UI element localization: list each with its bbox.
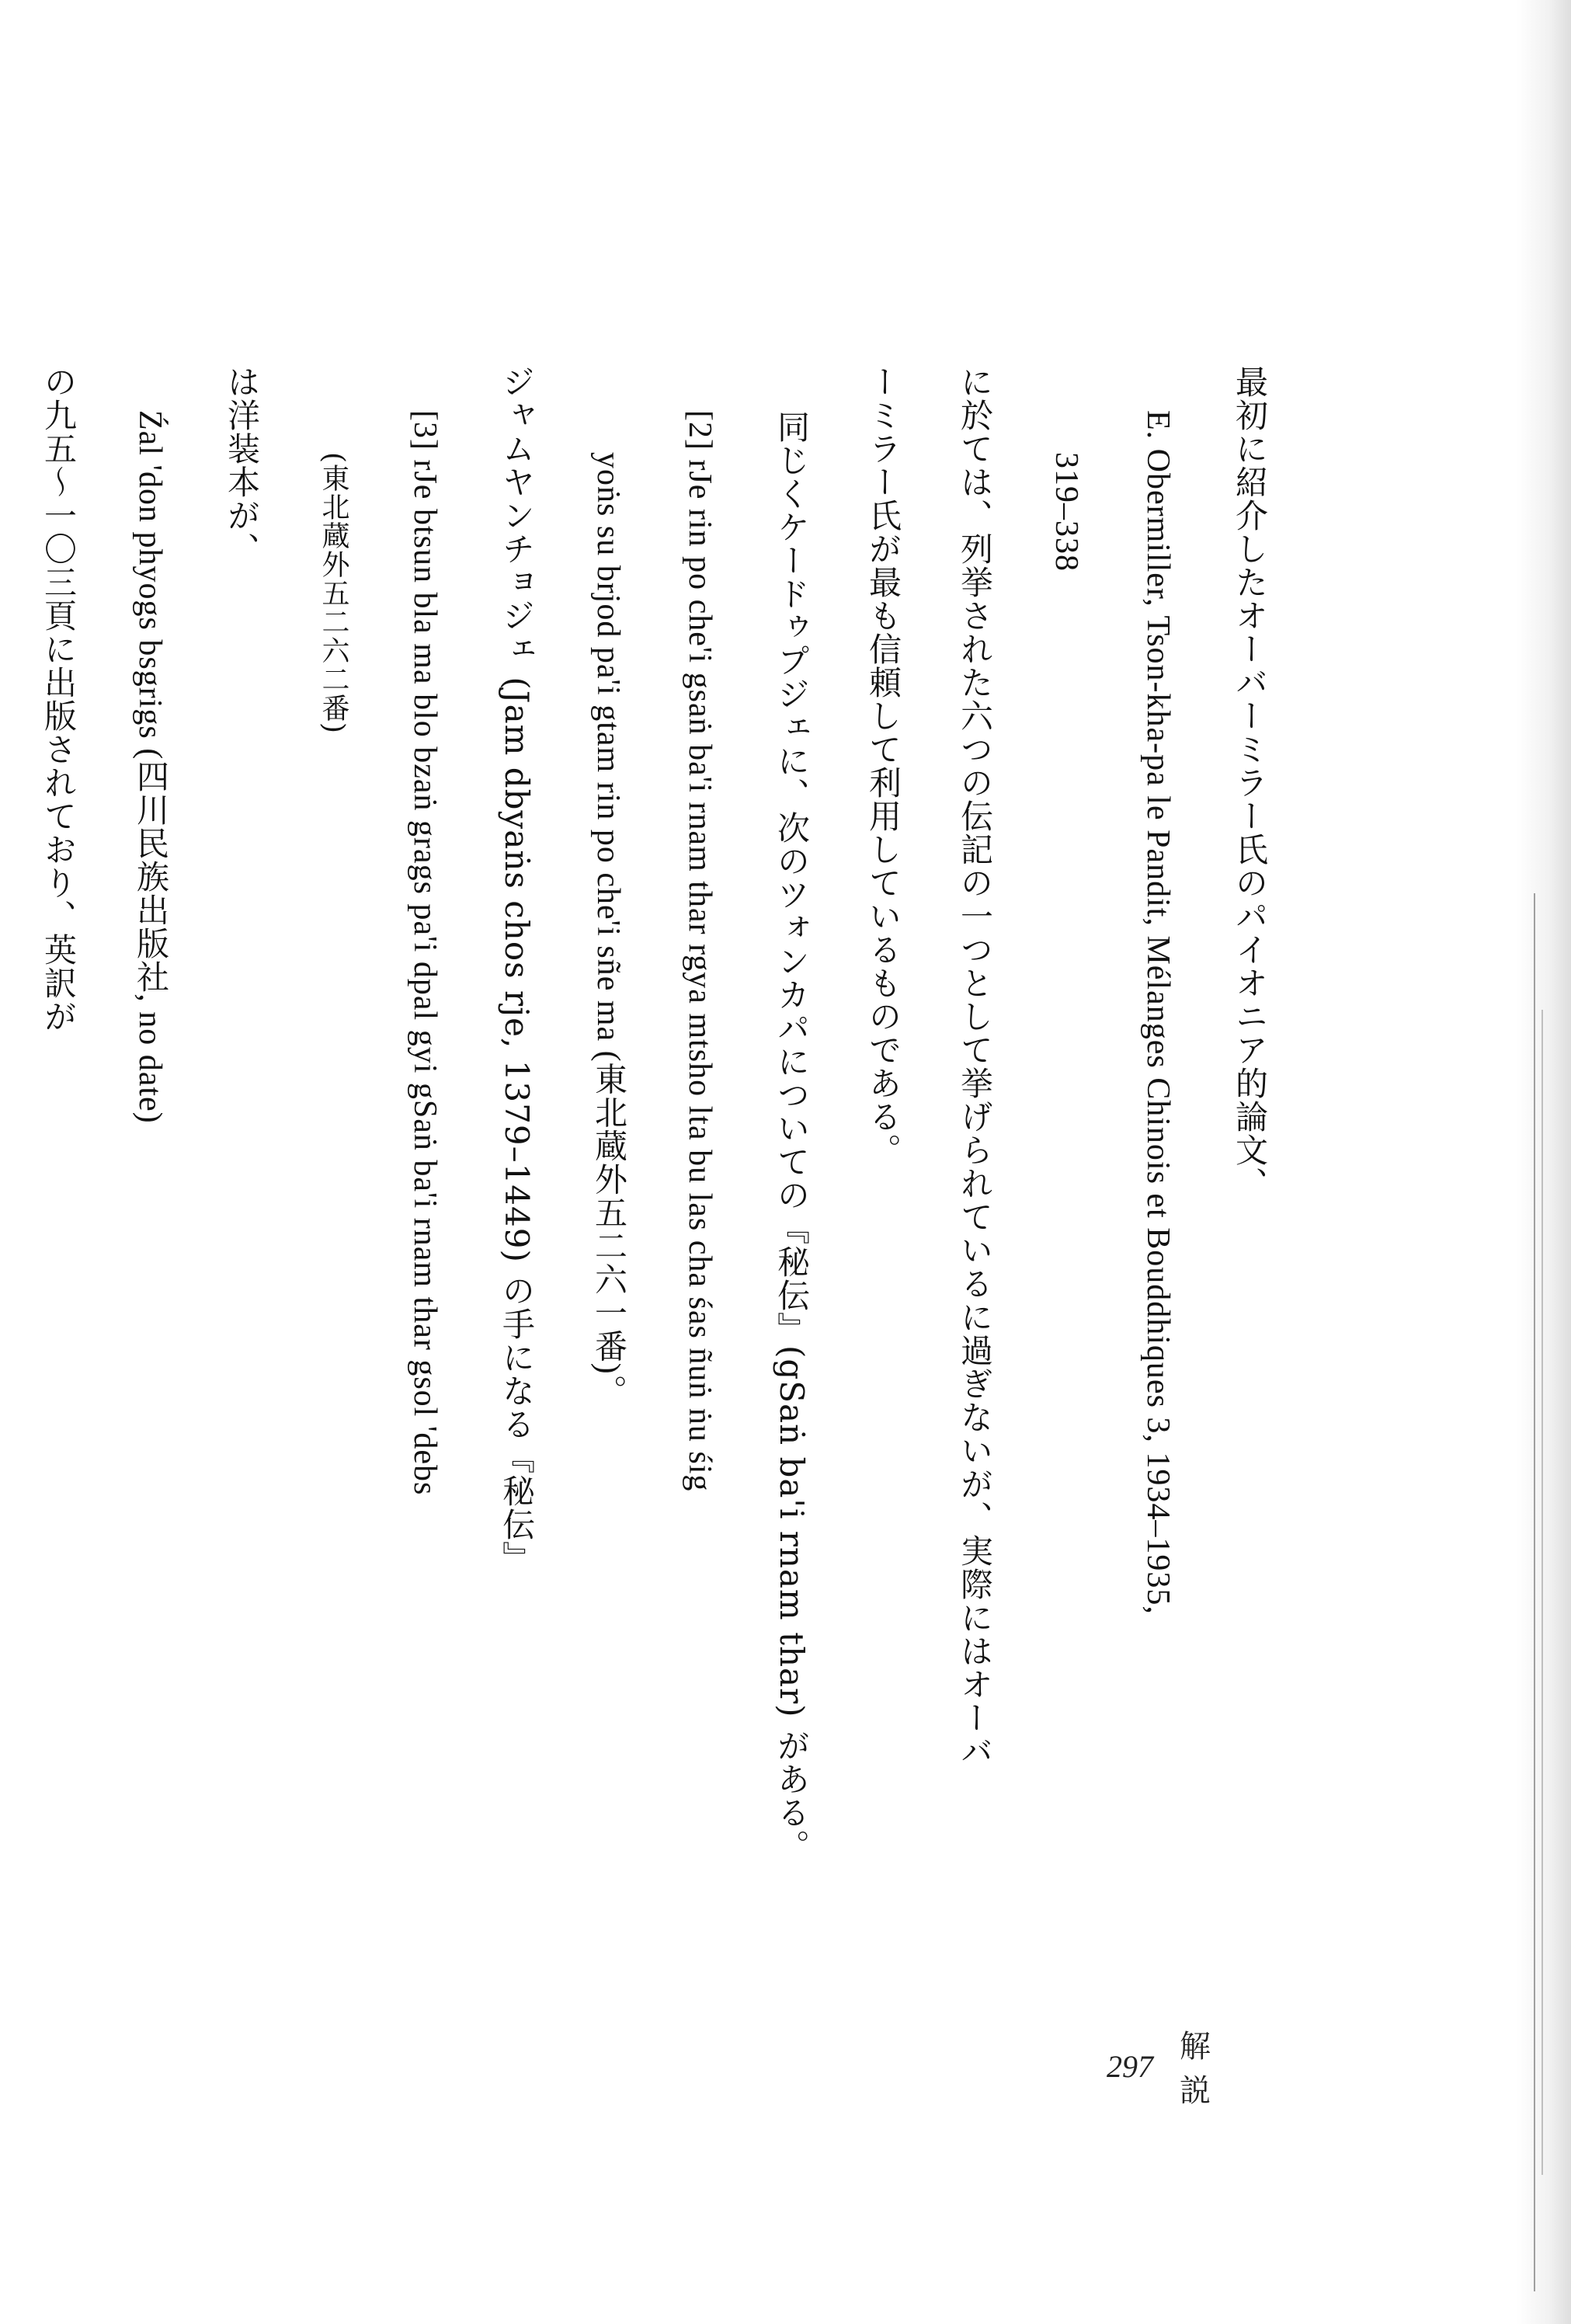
- text-line-11: (東北蔵外五二六二番): [318, 452, 349, 735]
- text-line-12: は洋装本が、: [223, 365, 261, 565]
- text-line-10: [3] rJe btsun bla ma blo bzaṅ grags pa'i dpal gyi gSaṅ ba'i rnam thar gsol 'debs: [407, 410, 443, 1496]
- text-line-2: E. Obermiller, Tson-kha-pa le Pandit, Mélanges Chinois et Bouddhiques 3, 1934–1935,: [1140, 410, 1176, 1615]
- text-line-1: 最初に紹介したオーバーミラー氏のパイオニア的論文、: [1231, 365, 1269, 1200]
- text-line-5: ーミラー氏が最も信頼して利用しているものである。: [864, 365, 902, 1167]
- page-footer: [1107, 2029, 1254, 2109]
- text-line-6: 同じくケードゥプジェに、次のツォンカパについての『秘伝』(gSaṅ ba'i rnam thar) がある。: [773, 410, 811, 1863]
- vertical-text-body: [0, 365, 1295, 2074]
- page-number: 297: [1107, 2048, 1153, 2084]
- text-line-7: [2] rJe rin po che'i gsaṅ ba'i rnam thar rgya mtsho lta bu las cha śas ñuṅ ṅu śig: [682, 410, 718, 1492]
- page-edge-line-2: [1541, 1010, 1543, 2175]
- text-line-8: yoṅs su brjod pa'i gtam rin po che'i sñe ma (東北蔵外五二六一番)。: [590, 452, 626, 1408]
- section-label: 解 説: [1180, 2029, 1239, 2109]
- text-line-4: に於ては、列挙された六つの伝記の一つとして挙げられているに過ぎないが、実際にはオーバ: [956, 365, 994, 1768]
- text-line-14: の九五〜一〇三頁に出版されており、英訳が: [40, 365, 78, 1033]
- text-line-13: Źal 'don phyogs bsgrigs (四川民族出版社, no date): [132, 410, 168, 1124]
- text-line-3: 319–338: [1048, 452, 1084, 572]
- page-edge-line: [1534, 893, 1535, 2291]
- page-edge-shadow: [1517, 0, 1571, 2324]
- text-line-15: [0, 365, 12, 2074]
- text-line-9: ジャムヤンチョジェ (Jam dbyaṅs chos rje, 1379–1449) の手になる『秘伝』: [498, 365, 536, 1575]
